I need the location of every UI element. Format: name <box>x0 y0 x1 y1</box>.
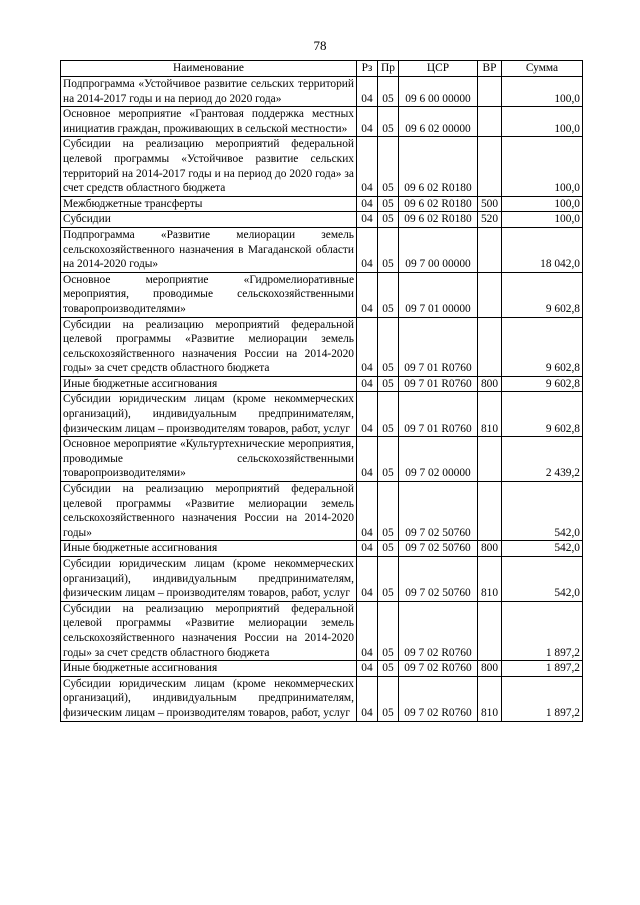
cell-rz: 04 <box>357 437 378 482</box>
cell-sum: 9 602,8 <box>502 376 583 392</box>
cell-csr: 09 7 02 R0760 <box>399 661 478 677</box>
cell-vr: 810 <box>478 392 502 437</box>
cell-pr: 05 <box>378 317 399 376</box>
cell-pr: 05 <box>378 77 399 107</box>
cell-csr: 09 7 02 R0760 <box>399 601 478 660</box>
cell-csr: 09 7 02 00000 <box>399 437 478 482</box>
cell-name: Подпрограмма «Устойчивое развитие сельских территорий на 2014-2017 годы и на период до 2020 года» <box>61 77 357 107</box>
table-row <box>61 392 583 437</box>
table-row <box>61 437 583 482</box>
cell-vr <box>478 482 502 541</box>
cell-vr: 800 <box>478 541 502 557</box>
cell-sum: 542,0 <box>502 541 583 557</box>
table-row <box>61 227 583 272</box>
cell-pr: 05 <box>378 557 399 602</box>
cell-pr: 05 <box>378 196 399 212</box>
table-row <box>61 601 583 660</box>
cell-rz: 04 <box>357 541 378 557</box>
table-row <box>61 317 583 376</box>
cell-rz: 04 <box>357 661 378 677</box>
cell-name: Субсидии на реализацию мероприятий федеральной целевой программы «Развитие мелиорации земель сельскохозяйственного назначения России на 2014-2020 годы» <box>61 482 357 541</box>
cell-sum: 542,0 <box>502 482 583 541</box>
cell-csr: 09 7 01 00000 <box>399 272 478 317</box>
cell-vr <box>478 137 502 196</box>
cell-name: Подпрограмма «Развитие мелиорации земель сельскохозяйственного назначения в Магаданской области на 2014-2020 годы» <box>61 227 357 272</box>
table-row <box>61 482 583 541</box>
cell-rz: 04 <box>357 196 378 212</box>
cell-rz: 04 <box>357 137 378 196</box>
cell-name: Иные бюджетные ассигнования <box>61 661 357 677</box>
cell-name: Основное мероприятие «Гидромелиоративные мероприятия, проводимые сельскохозяйственными товаропроизводителями» <box>61 272 357 317</box>
cell-pr: 05 <box>378 392 399 437</box>
cell-vr <box>478 437 502 482</box>
cell-csr: 09 7 01 R0760 <box>399 392 478 437</box>
table-header <box>61 61 583 77</box>
cell-csr: 09 6 02 R0180 <box>399 137 478 196</box>
cell-vr: 520 <box>478 212 502 228</box>
cell-sum: 100,0 <box>502 137 583 196</box>
cell-pr: 05 <box>378 676 399 721</box>
cell-pr: 05 <box>378 541 399 557</box>
cell-sum: 9 602,8 <box>502 317 583 376</box>
header-name: Наименование <box>61 61 357 77</box>
cell-vr: 800 <box>478 376 502 392</box>
table-row <box>61 212 583 228</box>
table-row <box>61 376 583 392</box>
cell-vr <box>478 227 502 272</box>
header-pr: Пр <box>378 61 399 77</box>
cell-pr: 05 <box>378 482 399 541</box>
cell-name: Основное мероприятие «Грантовая поддержка местных инициатив граждан, проживающих в сельской местности» <box>61 107 357 137</box>
cell-name: Субсидии на реализацию мероприятий федеральной целевой программы «Развитие мелиорации земель сельскохозяйственного назначения России на 2014-2020 годы» за счет средств областного бюджета <box>61 317 357 376</box>
header-sum: Сумма <box>502 61 583 77</box>
cell-name: Межбюджетные трансферты <box>61 196 357 212</box>
cell-pr: 05 <box>378 227 399 272</box>
cell-rz: 04 <box>357 376 378 392</box>
cell-sum: 100,0 <box>502 107 583 137</box>
cell-rz: 04 <box>357 212 378 228</box>
cell-sum: 1 897,2 <box>502 601 583 660</box>
cell-name: Основное мероприятие «Культуртехнические мероприятия, проводимые сельскохозяйственными товаропроизводителями» <box>61 437 357 482</box>
cell-csr: 09 7 00 00000 <box>399 227 478 272</box>
cell-rz: 04 <box>357 482 378 541</box>
cell-vr: 800 <box>478 661 502 677</box>
table-row <box>61 137 583 196</box>
table-row <box>61 541 583 557</box>
budget-table <box>60 60 583 722</box>
cell-csr: 09 6 02 R0180 <box>399 212 478 228</box>
cell-vr <box>478 107 502 137</box>
cell-sum: 1 897,2 <box>502 661 583 677</box>
cell-pr: 05 <box>378 601 399 660</box>
cell-name: Субсидии на реализацию мероприятий федеральной целевой программы «Развитие мелиорации земель сельскохозяйственного назначения России на 2014-2020 годы» за счет средств областного бюджета <box>61 601 357 660</box>
cell-pr: 05 <box>378 376 399 392</box>
cell-csr: 09 7 02 50760 <box>399 557 478 602</box>
table-row <box>61 557 583 602</box>
cell-rz: 04 <box>357 227 378 272</box>
cell-rz: 04 <box>357 557 378 602</box>
cell-vr: 810 <box>478 676 502 721</box>
cell-csr: 09 6 02 00000 <box>399 107 478 137</box>
cell-csr: 09 6 00 00000 <box>399 77 478 107</box>
cell-vr <box>478 77 502 107</box>
cell-csr: 09 7 02 50760 <box>399 541 478 557</box>
table-row <box>61 77 583 107</box>
header-csr: ЦСР <box>399 61 478 77</box>
cell-csr: 09 6 02 R0180 <box>399 196 478 212</box>
cell-rz: 04 <box>357 601 378 660</box>
cell-rz: 04 <box>357 77 378 107</box>
cell-name: Субсидии юридическим лицам (кроме некоммерческих организаций), индивидуальным предпринимателям, физическим лицам – производителям товаров, работ, услуг <box>61 392 357 437</box>
cell-pr: 05 <box>378 437 399 482</box>
cell-csr: 09 7 01 R0760 <box>399 376 478 392</box>
cell-csr: 09 7 02 R0760 <box>399 676 478 721</box>
table-body <box>61 77 583 722</box>
cell-sum: 100,0 <box>502 77 583 107</box>
cell-rz: 04 <box>357 676 378 721</box>
cell-rz: 04 <box>357 107 378 137</box>
cell-csr: 09 7 02 50760 <box>399 482 478 541</box>
cell-name: Субсидии юридическим лицам (кроме некоммерческих организаций), индивидуальным предпринимателям, физическим лицам – производителям товаров, работ, услуг <box>61 676 357 721</box>
cell-sum: 542,0 <box>502 557 583 602</box>
cell-pr: 05 <box>378 212 399 228</box>
cell-sum: 1 897,2 <box>502 676 583 721</box>
cell-name: Субсидии юридическим лицам (кроме некоммерческих организаций), индивидуальным предпринимателям, физическим лицам – производителям товаров, работ, услуг <box>61 557 357 602</box>
table-row <box>61 107 583 137</box>
cell-sum: 100,0 <box>502 196 583 212</box>
cell-sum: 100,0 <box>502 212 583 228</box>
cell-pr: 05 <box>378 107 399 137</box>
cell-name: Субсидии на реализацию мероприятий федеральной целевой программы «Устойчивое развитие сельских территорий на 2014-2017 годы и на период до 2020 года» за счет средств областного бюджета <box>61 137 357 196</box>
header-vr: ВР <box>478 61 502 77</box>
table-row <box>61 272 583 317</box>
cell-rz: 04 <box>357 272 378 317</box>
cell-sum: 2 439,2 <box>502 437 583 482</box>
table-row <box>61 196 583 212</box>
page-number: 78 <box>313 38 327 53</box>
cell-vr <box>478 272 502 317</box>
cell-vr: 810 <box>478 557 502 602</box>
cell-sum: 9 602,8 <box>502 392 583 437</box>
cell-pr: 05 <box>378 137 399 196</box>
cell-rz: 04 <box>357 317 378 376</box>
cell-vr <box>478 317 502 376</box>
cell-name: Иные бюджетные ассигнования <box>61 541 357 557</box>
cell-pr: 05 <box>378 661 399 677</box>
cell-name: Иные бюджетные ассигнования <box>61 376 357 392</box>
header-row <box>61 61 583 77</box>
cell-rz: 04 <box>357 392 378 437</box>
cell-vr: 500 <box>478 196 502 212</box>
cell-pr: 05 <box>378 272 399 317</box>
cell-vr <box>478 601 502 660</box>
table-row <box>61 661 583 677</box>
cell-sum: 18 042,0 <box>502 227 583 272</box>
table-row <box>61 676 583 721</box>
cell-name: Субсидии <box>61 212 357 228</box>
header-rz: Рз <box>357 61 378 77</box>
cell-sum: 9 602,8 <box>502 272 583 317</box>
cell-csr: 09 7 01 R0760 <box>399 317 478 376</box>
